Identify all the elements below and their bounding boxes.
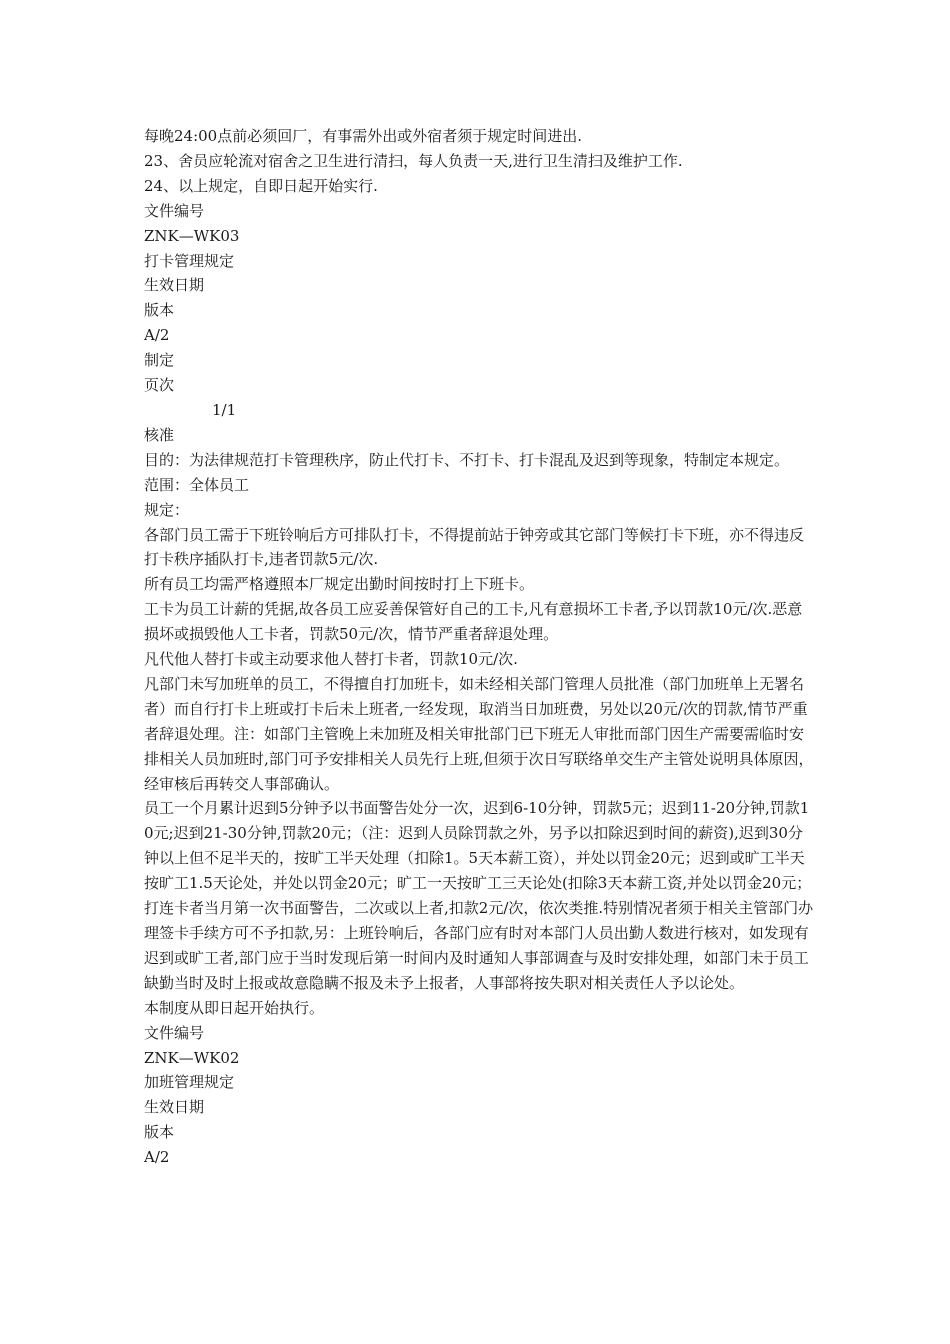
effective-date-label: 生效日期 (144, 276, 205, 295)
paragraph-purpose: 目的：为法律规范打卡管理秩序，防止代打卡、不打卡、打卡混乱及迟到等现象，特制定本规定。 (144, 450, 790, 469)
doc-number-label-2: 文件编号 (144, 1023, 205, 1042)
paragraph-scope: 范围：全体员工 (144, 475, 250, 494)
paragraph-card-care-rule: 工卡为员工计薪的凭据,故各员工应妥善保管好自己的工卡,凡有意损坏工卡者,予以罚款10元/次.恶意损坏或损毁他人工卡者，罚款50元/次，情节严重者辞退处理。 (144, 600, 803, 644)
paragraph-overtime-rule: 凡部门未写加班单的员工，不得擅自打加班卡，如未经相关部门管理人员批准（部门加班单上无署名者）而自行打卡上班或打卡后未上班者,一经发现，取消当日加班费，另处以20元/次的罚款,情节严重者辞退处理。注：如部门主管晚上未加班及相关审批部门已下班无人审批而部门因生产需要需临时安排相关人员加班时,部门可予安排相关人员先行上班,但须于次日写联络单交生产主管处说明具体原因，经审核后再转交人事部确认。 (144, 674, 814, 793)
doc-number-value: ZNK—WK03 (144, 226, 240, 245)
doc-title: 打卡管理规定 (144, 251, 235, 270)
version-label-2: 版本 (144, 1123, 175, 1142)
paragraph-proxy-rule: 凡代他人替打卡或主动要求他人替打卡者，罚款10元/次. (144, 650, 518, 669)
document-page (144, 124, 814, 1170)
approved-by-label: 核准 (144, 425, 175, 444)
page-number-value: 1/1 (212, 400, 237, 419)
doc-number-value-2: ZNK—WK02 (144, 1048, 240, 1067)
version-label: 版本 (144, 301, 175, 320)
paragraph-rules-heading: 规定： (144, 500, 190, 519)
paragraph-clock-out-rule: 各部门员工需于下班铃响后方可排队打卡，不得提前站于钟旁或其它部门等候打卡下班，亦不得违反打卡秩序插队打卡,违者罚款5元/次. (144, 525, 805, 569)
version-value-2: A/2 (144, 1148, 170, 1167)
page-number-label: 页次 (144, 376, 175, 395)
prepared-by-label: 制定 (144, 351, 175, 370)
version-value: A/2 (144, 326, 170, 345)
doc-number-label: 文件编号 (144, 201, 205, 220)
paragraph-rule-23: 23、舍员应轮流对宿舍之卫生进行清扫，每人负责一天,进行卫生清扫及维护工作. (144, 151, 683, 170)
effective-date-label-2: 生效日期 (144, 1098, 205, 1117)
paragraph-attendance-rule: 所有员工均需严格遵照本厂规定出勤时间按时打上下班卡。 (144, 575, 535, 594)
paragraph-effective: 本制度从即日起开始执行。 (144, 998, 325, 1017)
doc-title-2: 加班管理规定 (144, 1073, 235, 1092)
paragraph-curfew: 每晚24:00点前必须回厂，有事需外出或外宿者须于规定时间进出. (144, 127, 582, 145)
paragraph-lateness-rule: 员工一个月累计迟到5分钟予以书面警告处分一次，迟到6-10分钟，罚款5元；迟到11-20分钟,罚款10元;迟到21-30分钟,罚款20元；（注：迟到人员除罚款之外，另予以扣除迟到时间的薪资),迟到30分钟以上但不足半天的，按旷工半天处理（扣除1。5天本薪工资），并处以罚金20元；迟到或旷工半天按旷工1.5天论处，并处以罚金20元；旷工一天按旷工三天论处(扣除3天本薪工资,并处以罚金20元；打连卡者当月第一次书面警告，二次或以上者,扣款2元/次，依次类推.特别情况者须于相关主管部门办理签卡手续方可不予扣款,另：上班铃响后，各部门应有时对本部门人员出勤人数进行核对，如发现有迟到或旷工者,部门应于当时发现后第一时间内及时通知人事部调查与及时安排处理，如部门未于员工缺勤当时及时上报或故意隐瞒不报及未予上报者，人事部将按失职对相关责任人予以论处。 (144, 799, 814, 992)
paragraph-rule-24: 24、以上规定，自即日起开始实行. (144, 176, 378, 195)
